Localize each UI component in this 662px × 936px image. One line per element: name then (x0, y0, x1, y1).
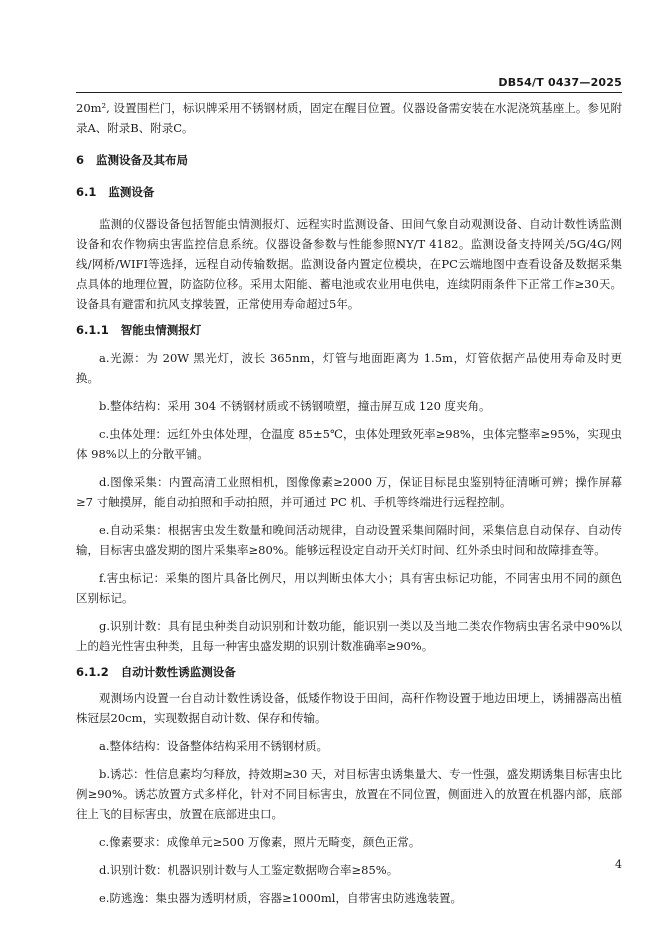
header-doc-code: DB54/T 0437—2025 (498, 76, 622, 89)
lamp-item-c: c.虫体处理：远红外虫体处理，仓温度 85±5℃，虫体处理致死率≥98%，虫体完整率≥95%，实现虫体 98%以上的分散平铺。 (76, 427, 622, 461)
section-6-1-1-heading (76, 320, 622, 340)
lamp-item-f: f.害虫标记：采集的图片具备比例尺，用以判断虫体大小；具有害虫标记功能，不同害虫用不同的颜色区别标记。 (76, 571, 622, 605)
page-number: 4 (615, 858, 622, 871)
trap-item-c: c.像素要求：成像单元≥500 万像素，照片无畸变，颜色正常。 (99, 835, 421, 849)
section-6-1-2-paragraph: 观测场内设置一台自动计数性诱设备，低矮作物设于田间，高秆作物设置于地边田埂上，诱捕器高出植株冠层20cm，实现数据自动计数、保存和传输。 (76, 691, 622, 725)
section-6-number: 6 (76, 153, 85, 167)
trap-item-e: e.防逃逸：集虫器为透明材质，容器≥1000ml，自带害虫防逃逸装置。 (99, 891, 462, 905)
section-6-1-paragraph: 监测的仪器设备包括智能虫情测报灯、远程实时监测设备、田间气象自动观测设备、自动计数性诱监测设备和农作物病虫害监控信息系统。仪器设备参数与性能参照NY/T 4182。监测设备支持网关/5G/4G/网线/网桥/WIFI等选择，远程自动传输数据。监测设备内置定位模块，在PC云端地图中查看设备及数据采集点具体的地理位置，防盗防位移。采用太阳能、蓄电池或农业用电供电，连续阴雨条件下正常工作≥30天。设备具有避雷和抗风支撑装置，正常使用寿命超过5年。 (76, 217, 622, 311)
section-6-1-title: 监测设备 (108, 185, 155, 199)
section-6-1-2-number: 6.1.2 (76, 665, 109, 679)
header-rule (76, 92, 622, 93)
lamp-item-b: b.整体结构：采用 304 不锈钢材质或不锈钢喷塑，撞击屏互成 120 度夹角。 (99, 399, 491, 413)
section-6-heading (76, 150, 622, 170)
section-6-1-2-heading (76, 662, 622, 682)
lamp-item-d: d.图像采集：内置高清工业照相机，图像像素≥2000 万，保证目标昆虫鉴别特征清晰可辨；操作屏幕≥7 寸触摸屏，能自动拍照和手动拍照，并可通过 PC 机、手机等终端进行远程控制。 (76, 475, 622, 509)
intro-paragraph: 20m², 设置围栏门，标识牌采用不锈钢材质，固定在醒目位置。仪器设备需安装在水泥浇筑基座上。参见附录A、附录B、附录C。 (76, 101, 622, 135)
lamp-item-g: g.识别计数：具有昆虫种类自动识别和计数功能，能识别一类以及当地二类农作物病虫害名录中90%以上的趋光性害虫种类，且每一种害虫盛发期的识别计数准确率≥90%。 (76, 619, 622, 653)
lamp-item-a: a.光源：为 20W 黑光灯，波长 365nm，灯管与地面距离为 1.5m，灯管依据产品使用寿命及时更换。 (76, 351, 622, 385)
section-6-1-number: 6.1 (76, 185, 97, 199)
trap-item-d: d.识别计数：机器识别计数与人工鉴定数据吻合率≥85%。 (99, 863, 399, 877)
section-6-title: 监测设备及其布局 (96, 153, 189, 167)
section-6-1-1-title: 智能虫情测报灯 (120, 323, 202, 337)
trap-item-a: a.整体结构：设备整体结构采用不锈钢材质。 (99, 739, 329, 753)
section-6-1-heading (76, 182, 622, 202)
page-content (76, 98, 622, 908)
section-6-1-2-title: 自动计数性诱监测设备 (120, 665, 236, 679)
section-6-1-1-number: 6.1.1 (76, 323, 109, 337)
lamp-item-e: e.自动采集：根据害虫发生数量和晚间活动规律，自动设置采集间隔时间，采集信息自动保存、自动传输，目标害虫盛发期的图片采集率≥80%。能够远程设定自动开关灯时间、红外杀虫时间和故障排查等。 (76, 523, 622, 557)
trap-item-b: b.诱芯：性信息素均匀释放，持效期≥30 天，对目标害虫诱集量大、专一性强，盛发期诱集目标害虫比例≥90%。诱芯放置方式多样化，针对不同目标害虫，放置在不同位置，侧面进入的放置在机器内部，底部往上飞的目标害虫，放置在底部进虫口。 (76, 767, 622, 821)
